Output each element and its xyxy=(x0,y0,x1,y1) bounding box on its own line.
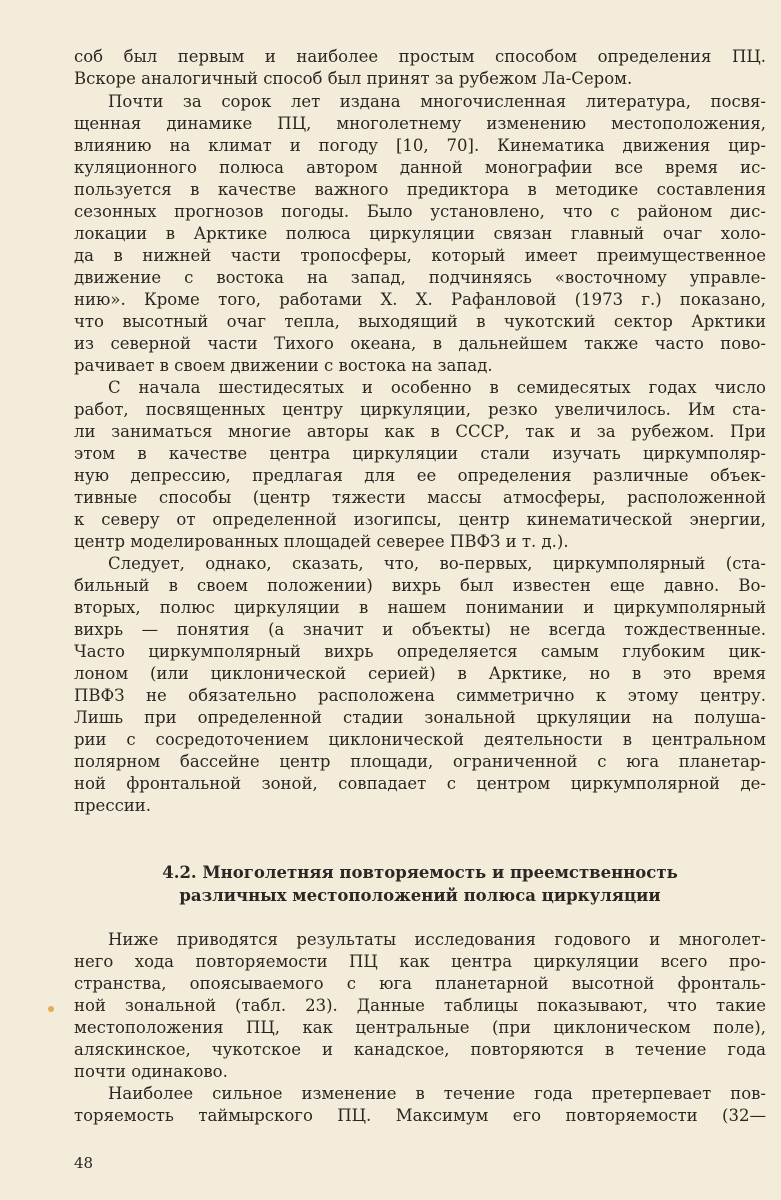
section-heading-line-1: 4.2. Многолетняя повторяемость и преемственность xyxy=(162,863,678,882)
text-line: ли заниматься многие авторы как в СССР, так и за рубежом. При xyxy=(74,422,766,441)
text-line: прессии. xyxy=(74,796,152,815)
text-line: него хода повторяемости ПЦ как центра циркуляции всего про- xyxy=(74,952,766,971)
text-line: да в нижней части тропосферы, который имеет преимущественное xyxy=(74,246,766,265)
text-line: ной зональной (табл. 23). Данные таблицы показывают, что такие xyxy=(74,996,766,1015)
text-line: влиянию на климат и погоду [10, 70]. Кинематика движения цир- xyxy=(74,136,766,155)
text-line: соб был первым и наиболее простым способом определения ПЦ. xyxy=(74,47,766,66)
text-line: Ниже приводятся результаты исследования годового и многолет- xyxy=(108,930,766,949)
text-line: пользуется в качестве важного предиктора в методике составления xyxy=(74,180,766,199)
text-line: почти одинаково. xyxy=(74,1062,228,1081)
text-line: Часто циркумполярный вихрь определяется самым глубоким цик- xyxy=(74,642,766,661)
text-line: Вскоре аналогичный способ был принят за рубежом Ла-Сером. xyxy=(74,69,633,88)
text-line: странства, опоясываемого с юга планетарной высотной фронталь- xyxy=(74,974,766,993)
text-line: из северной части Тихого океана, в дальнейшем также часто пово- xyxy=(74,334,766,353)
text-line: щенная динамике ПЦ, многолетнему изменению местоположения, xyxy=(74,114,766,133)
text-line: лоном (или циклонической серией) в Арктике, но в это время xyxy=(74,664,766,683)
text-line: куляционного полюса автором данной монографии все время ис- xyxy=(74,158,766,177)
text-line: нию». Кроме того, работами Х. Х. Рафанловой (1973 г.) показано, xyxy=(74,290,766,309)
text-line: сезонных прогнозов погоды. Было установлено, что с районом дис- xyxy=(74,202,766,221)
text-line: тивные способы (центр тяжести массы атмосферы, расположенной xyxy=(74,488,766,507)
text-line: С начала шестидесятых и особенно в семидесятых годах число xyxy=(108,378,766,397)
text-line: торяемость таймырского ПЦ. Максимум его повторяемости (32— xyxy=(74,1106,766,1125)
text-line: локации в Арктике полюса циркуляции связан главный очаг холо- xyxy=(74,224,766,243)
text-line: Почти за сорок лет издана многочисленная литература, посвя- xyxy=(108,92,766,111)
margin-mark xyxy=(48,1006,54,1012)
text-line: ную депрессию, предлагая для ее определения различные объек- xyxy=(74,466,766,485)
text-line: ной фронтальной зоной, совпадает с центром циркумполярной де- xyxy=(74,774,766,793)
page-number: 48 xyxy=(74,1154,94,1172)
text-line: работ, посвященных центру циркуляции, резко увеличилось. Им ста- xyxy=(74,400,766,419)
text-line: ПВФЗ не обязательно расположена симметрично к этому центру. xyxy=(74,686,766,705)
text-line: Наиболее сильное изменение в течение года претерпевает пов- xyxy=(108,1084,766,1103)
text-line: к северу от определенной изогипсы, центр кинематической энергии, xyxy=(74,510,766,529)
text-line: бильный в своем положении) вихрь был известен еще давно. Во- xyxy=(74,576,766,595)
section-heading-line-2: различных местоположений полюса циркуляции xyxy=(179,886,661,905)
text-line: вихрь — понятия (а значит и объекты) не всегда тождественные. xyxy=(74,620,766,639)
text-line: Лишь при определенной стадии зональной цркуляции на полуша- xyxy=(74,708,766,727)
text-line: центр моделированных площадей северее ПВФЗ и т. д.). xyxy=(74,532,569,551)
text-line: аляскинское, чукотское и канадское, повторяются в течение года xyxy=(74,1040,766,1059)
text-line: рии с сосредоточением циклонической деятельности в центральном xyxy=(74,730,766,749)
text-line: вторых, полюс циркуляции в нашем понимании и циркумполярный xyxy=(74,598,766,617)
text-line: Следует, однако, сказать, что, во-первых, циркумполярный (ста- xyxy=(108,554,766,573)
text-line: местоположения ПЦ, как центральные (при циклоническом поле), xyxy=(74,1018,766,1037)
text-line: движение с востока на запад, подчиняясь «восточному управле- xyxy=(74,268,766,287)
text-line: полярном бассейне центр площади, ограниченной с юга планетар- xyxy=(74,752,766,771)
text-line: этом в качестве центра циркуляции стали изучать циркумполяр- xyxy=(74,444,766,463)
text-line: рачивает в своем движении с востока на запад. xyxy=(74,356,493,375)
text-line: что высотный очаг тепла, выходящий в чукотский сектор Арктики xyxy=(74,312,766,331)
